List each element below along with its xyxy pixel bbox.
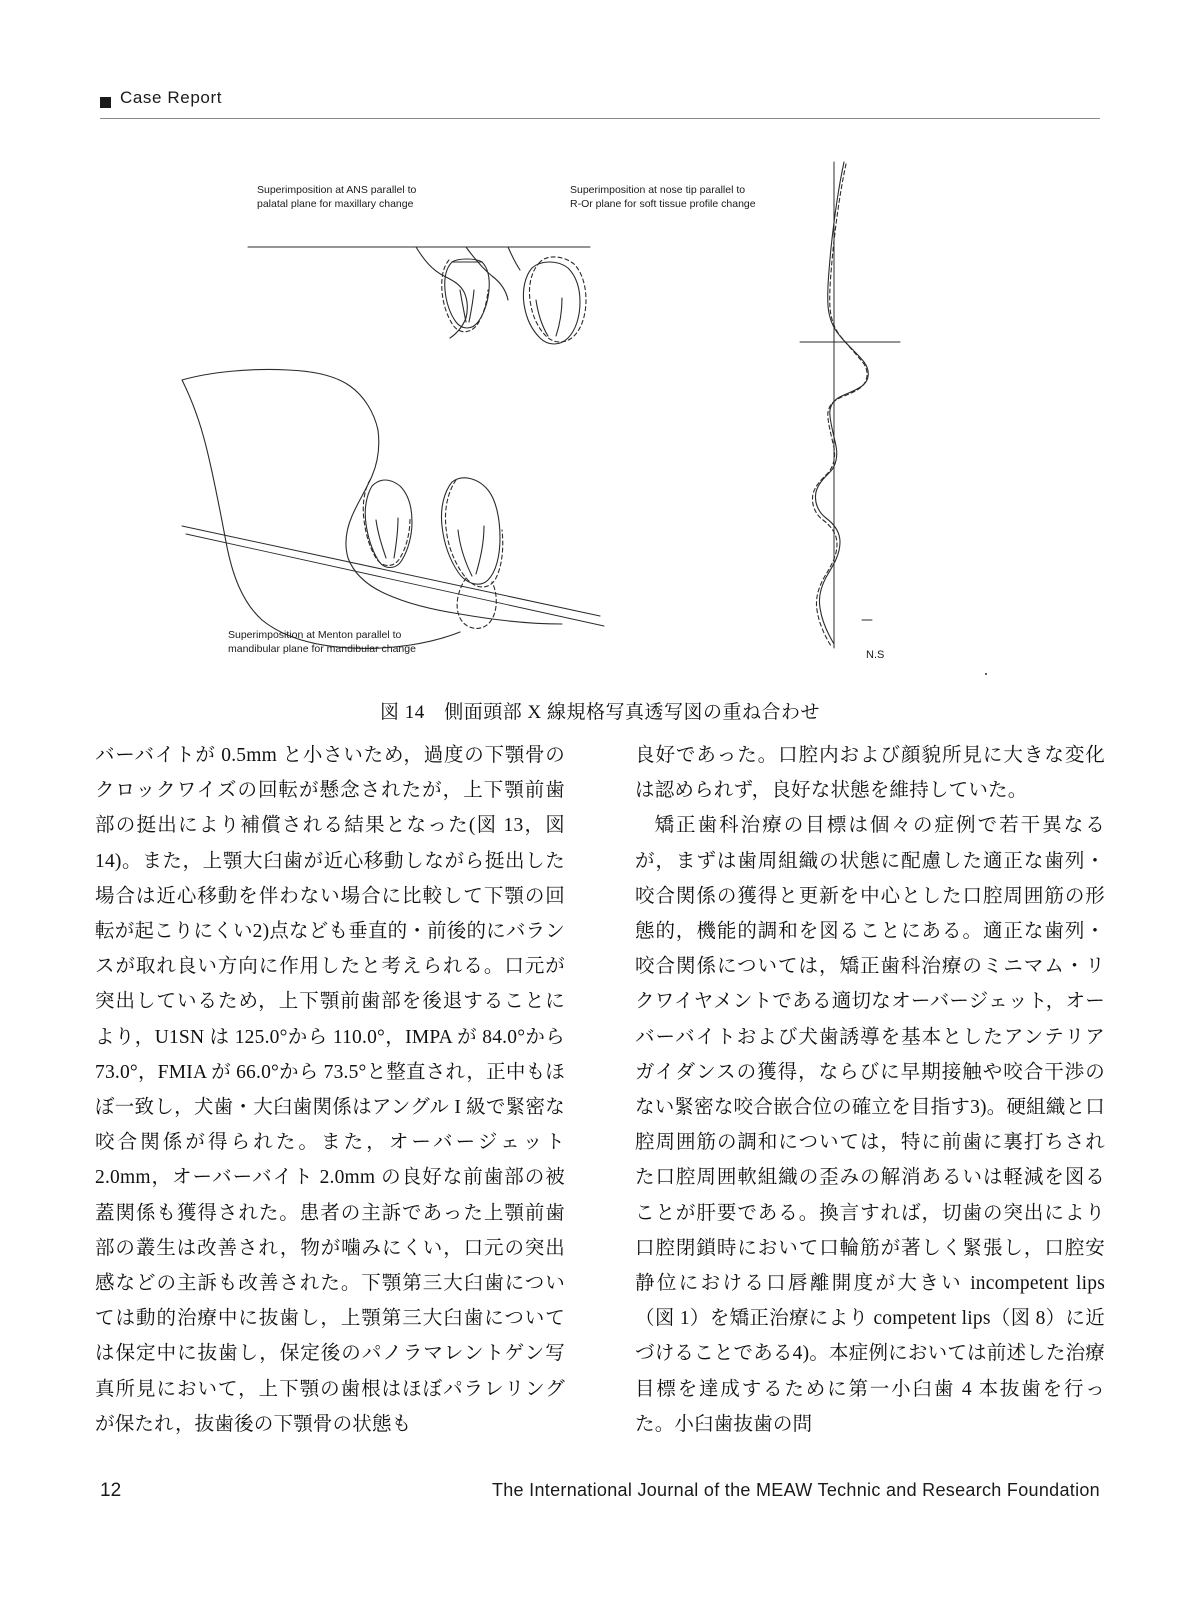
figure-label-maxillary-2: palatal plane for maxillary change xyxy=(257,198,414,210)
figure-label-mandibular-2: mandibular plane for mandibular change xyxy=(228,643,416,655)
paragraph: 矯正歯科治療の目標は個々の症例で若干異なるが，まずは歯周組織の状態に配慮した適正な歯列・咬合関係の獲得と更新を中心とした口腔周囲筋の形態的，機能的調和を図ることにある。適正な歯列・咬合関係については，矯正歯科治療のミニマム・リクワイヤメントである適切なオーバージェット，オーバーバイトおよび犬歯誘導を基本としたアンテリアガイダンスの獲得，ならびに早期接触や咬合干渉のない緊密な咬合嵌合位の確立を目指す3)。硬組織と口腔周囲筋の調和については，特に前歯に裏打ちされた口腔周囲軟組織の歪みの解消あるいは軽減を図ることが肝要である。換言すれば，切歯の突出により口腔閉鎖時において口輪筋が著しく緊張し，口腔安静位における口唇離開度が大きい incompetent lips（図 1）を矯正治療により competent lips（図 8）に近づけることである4)。本症例においては前述した治療目標を達成するために第一小臼歯 4 本抜歯を行った。小臼歯抜歯の問 xyxy=(635,815,1105,1435)
page-footer xyxy=(100,1480,1100,1510)
section-marker-icon xyxy=(100,97,111,108)
left-column xyxy=(95,738,565,1442)
paragraph: バーバイトが 0.5mm と小さいため，過度の下顎骨のクロックワイズの回転が懸念されたが，上下顎前歯部の挺出により補償される結果となった(図 13，図 14)。また，上顎大臼歯が近心移動しながら挺出した場合は近心移動を伴わない場合に比較して下顎の回転が起こりにくい2)点なども垂直的・前後的にバランスが取れ良い方向に作用したと考えられる。口元が突出しているため，上下顎前歯部を後退することにより，U1SN は 125.0°から 110.0°，IMPA が 84.0°から 73.0°，FMIA が 66.0°から 73.5°と整直され，正中もほぼ一致し，犬歯・大臼歯関係はアングル I 級で緊密な咬合関係が得られた。また，オーバージェット 2.0mm，オーバーバイト 2.0mm の良好な前歯部の被蓋関係も獲得された。患者の主訴であった上顎前歯部の叢生は改善され，物が噛みにくい，口元の突出感などの主訴も改善された。下顎第三大臼歯については動的治療中に抜歯し，上顎第三大臼歯については保定中に抜歯し，保定後のパノラマレントゲン写真所見において，上下顎の歯根はほぼパラレリングが保たれ，抜歯後の下顎骨の状態も xyxy=(95,745,565,1435)
figure-label-soft-tissue-2: R-Or plane for soft tissue profile change xyxy=(570,198,756,210)
page-number: 12 xyxy=(100,1480,122,1501)
section-label: Case Report xyxy=(120,88,223,107)
figure-label-mandibular: Superimposition at Menton parallel to xyxy=(228,629,402,641)
page-header xyxy=(100,88,1100,122)
journal-name: The International Journal of the MEAW Technic and Research Foundation xyxy=(491,1480,1100,1500)
figure-label-soft-tissue: Superimposition at nose tip parallel to xyxy=(570,184,746,196)
figure-label-ns: N.S xyxy=(866,649,885,661)
figure-14-illustration xyxy=(100,150,1100,695)
paragraph: 良好であった。口腔内および顔貌所見に大きな変化は認められず，良好な状態を維持していた。 xyxy=(635,745,1105,802)
figure-label-maxillary: Superimposition at ANS parallel to xyxy=(257,184,417,196)
right-column xyxy=(635,738,1105,1442)
header-divider xyxy=(100,118,1100,119)
body-columns xyxy=(95,738,1105,1435)
figure-caption: 図 14 側面頭部 X 線規格写真透写図の重ね合わせ xyxy=(380,702,820,723)
